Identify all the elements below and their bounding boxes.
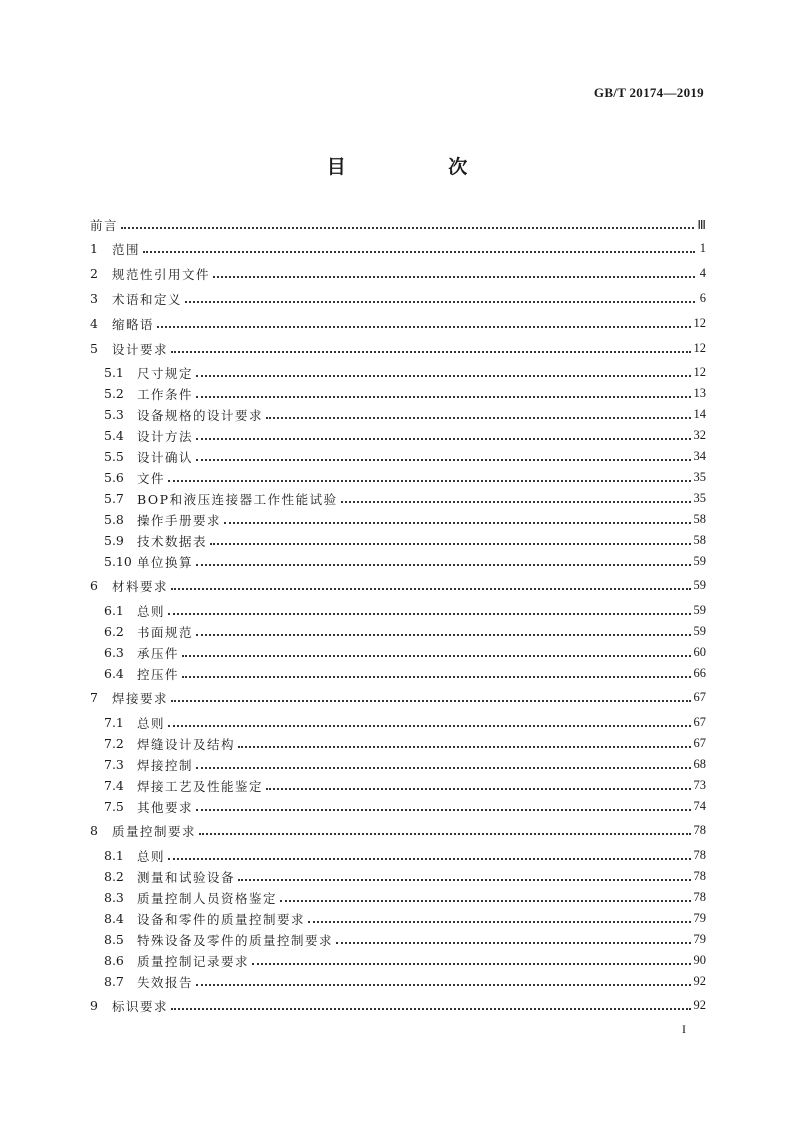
toc-entry[interactable] <box>90 288 706 309</box>
toc-entry[interactable] <box>90 687 706 708</box>
toc-entry[interactable] <box>90 338 706 359</box>
toc-entry-page: 67 <box>693 736 706 750</box>
toc-entry-number: 7.4 <box>104 778 124 793</box>
toc-entry-label <box>90 847 165 865</box>
toc-entry-page: 59 <box>693 578 706 592</box>
toc-entry-page: 79 <box>693 932 706 946</box>
footer-page-number: I <box>682 1022 686 1036</box>
toc-entry[interactable] <box>90 488 706 509</box>
dot-leader <box>196 984 690 986</box>
dot-leader <box>121 227 694 229</box>
dot-leader <box>196 375 690 377</box>
toc-entry-number: 5.7 <box>104 491 124 506</box>
toc-entry-page: 78 <box>693 869 706 883</box>
dot-leader <box>341 501 691 503</box>
toc-entry-page: 58 <box>693 512 706 526</box>
toc-entry-number: 5.10 <box>104 554 132 569</box>
dot-leader <box>143 251 695 253</box>
toc-entry-page: 59 <box>693 624 706 638</box>
toc-entry-label <box>90 577 168 595</box>
toc-entry-label <box>90 777 263 795</box>
dot-leader <box>196 564 690 566</box>
toc-entry-title: 特殊设备及零件的质量控制要求 <box>137 932 334 948</box>
toc-entry-title: 焊接要求 <box>112 690 169 706</box>
toc-entry-page: 78 <box>693 848 706 862</box>
toc-entry[interactable] <box>90 995 706 1016</box>
toc-entry-number: 5.9 <box>104 533 124 548</box>
toc-entry[interactable] <box>90 663 706 684</box>
toc-entry-title: 焊接控制 <box>137 757 194 773</box>
toc-entry-title: 设备和零件的质量控制要求 <box>137 911 306 927</box>
toc-entry[interactable] <box>90 866 706 887</box>
toc-entry-number: 8.5 <box>104 932 124 947</box>
toc-entry-title: 其他要求 <box>137 799 194 815</box>
toc-entry-title: 总则 <box>137 715 166 731</box>
toc-entry-label <box>90 623 193 641</box>
standard-code: GB/T 20174—2019 <box>593 85 704 100</box>
dot-leader <box>157 326 690 328</box>
dot-leader <box>252 963 690 965</box>
toc-entry-page: 1 <box>699 241 706 255</box>
dot-leader <box>238 879 690 881</box>
toc-entry-title: 工作条件 <box>137 386 194 402</box>
toc-entry-number: 8.1 <box>104 848 124 863</box>
toc-entry-title: 质量控制要求 <box>112 823 197 839</box>
dot-leader <box>168 725 690 727</box>
dot-leader <box>168 613 690 615</box>
toc-entry-page: 35 <box>693 491 706 505</box>
dot-leader <box>308 921 690 923</box>
toc-entry-label <box>90 910 305 928</box>
toc-entry-title: 测量和试验设备 <box>137 869 236 885</box>
toc-entry-label <box>90 469 165 487</box>
toc-entry-title: 质量控制人员资格鉴定 <box>137 890 278 906</box>
toc-entry[interactable] <box>90 551 706 572</box>
toc-entry-title: 总则 <box>137 603 166 619</box>
toc-entry-label <box>90 490 338 508</box>
toc-entry-title: 设计方法 <box>137 428 194 444</box>
dot-leader <box>182 655 690 657</box>
toc-entry-label <box>90 406 263 424</box>
toc-entry[interactable] <box>90 845 706 866</box>
dot-leader <box>224 522 690 524</box>
toc-entry-title: 设计要求 <box>112 341 169 357</box>
toc-entry-label <box>90 448 193 466</box>
toc-entry-label <box>90 714 165 732</box>
toc-entry[interactable] <box>90 621 706 642</box>
toc-entry-number: 7.5 <box>104 799 124 814</box>
toc-entry-number: 5.5 <box>104 449 124 464</box>
toc-entry-title: BOP和液压连接器工作性能试验 <box>137 491 338 507</box>
toc-entry-page: 66 <box>693 666 706 680</box>
toc-entry-title: 设计确认 <box>137 449 194 465</box>
toc-entry[interactable] <box>90 509 706 530</box>
toc-entry-title: 规范性引用文件 <box>112 266 211 282</box>
toc-entry-page: 74 <box>693 799 706 813</box>
toc-entry-number: 6 <box>90 578 98 593</box>
toc-entry-number: 8 <box>90 823 98 838</box>
toc-entry[interactable] <box>90 214 706 235</box>
toc-entry[interactable] <box>90 887 706 908</box>
toc-entry[interactable] <box>90 908 706 929</box>
dot-leader <box>210 543 690 545</box>
toc-entry-label <box>90 385 193 403</box>
toc-entry-title: 单位换算 <box>137 554 194 570</box>
toc-entry-number: 8.3 <box>104 890 124 905</box>
toc-entry-title: 控压件 <box>137 666 180 682</box>
toc-entry-page: 59 <box>693 603 706 617</box>
dot-leader <box>171 351 690 353</box>
toc-entry-label <box>90 315 154 333</box>
toc-entry-page: 12 <box>693 316 706 330</box>
toc-entry[interactable] <box>90 754 706 775</box>
toc-entry[interactable] <box>90 467 706 488</box>
toc-entry-page: 6 <box>699 291 706 305</box>
toc-entry-page: 58 <box>693 533 706 547</box>
toc-entry[interactable] <box>90 263 706 284</box>
dot-leader <box>196 438 690 440</box>
dot-leader <box>171 588 690 590</box>
toc-entry[interactable] <box>90 362 706 383</box>
toc-entry-label <box>90 265 210 283</box>
toc-entry[interactable] <box>90 712 706 733</box>
toc-entry-label <box>90 798 193 816</box>
toc-entry-page: 92 <box>693 998 706 1012</box>
toc-entry-page: 92 <box>693 974 706 988</box>
toc-entry-page: 79 <box>693 911 706 925</box>
toc-title: 目 次 <box>326 156 516 178</box>
toc-entry-title: 前言 <box>90 217 119 233</box>
toc-entry-number: 5.2 <box>104 386 124 401</box>
toc-entry-number: 5.3 <box>104 407 124 422</box>
toc-entry-page: 90 <box>693 953 706 967</box>
toc-entry-number: 2 <box>90 266 98 281</box>
toc-entry-page: 13 <box>693 386 706 400</box>
toc-entry-title: 文件 <box>137 470 166 486</box>
dot-leader <box>168 858 690 860</box>
dot-leader <box>266 417 690 419</box>
dot-leader <box>266 788 690 790</box>
toc-entry[interactable] <box>90 971 706 992</box>
toc-entry-title: 焊缝设计及结构 <box>137 736 236 752</box>
toc-entry-number: 5 <box>90 341 98 356</box>
toc-entry-title: 承压件 <box>137 645 180 661</box>
toc-entry-title: 术语和定义 <box>112 291 183 307</box>
toc-entry-number: 7.3 <box>104 757 124 772</box>
dot-leader <box>182 676 690 678</box>
toc-entry-page: 67 <box>693 715 706 729</box>
dot-leader <box>196 396 690 398</box>
toc-entry-label <box>90 868 235 886</box>
toc-entry-page: 78 <box>693 890 706 904</box>
toc-entry-number: 8.4 <box>104 911 124 926</box>
dot-leader <box>336 942 690 944</box>
toc-entry[interactable] <box>90 775 706 796</box>
toc-entry-label <box>90 931 333 949</box>
toc-entry-page: 4 <box>699 266 706 280</box>
toc-entry-label <box>90 822 196 840</box>
toc-entry-label <box>90 240 140 258</box>
toc-entry-title: 总则 <box>137 848 166 864</box>
toc-entry[interactable] <box>90 796 706 817</box>
toc-entry-page: 59 <box>693 554 706 568</box>
toc-entry[interactable] <box>90 820 706 841</box>
toc-entry-title: 设备规格的设计要求 <box>137 407 264 423</box>
toc-entry-page: 32 <box>693 428 706 442</box>
toc-entry-number: 5.4 <box>104 428 124 443</box>
toc-entry-number: 8.6 <box>104 953 124 968</box>
toc-entry-number: 7.2 <box>104 736 124 751</box>
toc-entry-number: 5.6 <box>104 470 124 485</box>
toc-entry-number: 1 <box>90 241 98 256</box>
dot-leader <box>171 1008 690 1010</box>
toc-entry-label <box>90 290 182 308</box>
toc-entry-label <box>90 756 193 774</box>
toc-entry-page: 67 <box>693 690 706 704</box>
toc-entry-label <box>90 889 277 907</box>
toc-entry-number: 8.7 <box>104 974 124 989</box>
toc-entry-title: 操作手册要求 <box>137 512 222 528</box>
toc-entry-number: 9 <box>90 998 98 1013</box>
dot-leader <box>185 301 695 303</box>
toc-entry-number: 4 <box>90 316 98 331</box>
toc-entry[interactable] <box>90 404 706 425</box>
toc-entry[interactable] <box>90 950 706 971</box>
toc-entry-label <box>90 602 165 620</box>
toc-entry[interactable] <box>90 733 706 754</box>
toc-entry-number: 3 <box>90 291 98 306</box>
dot-leader <box>199 833 690 835</box>
toc-entry-page: 73 <box>693 778 706 792</box>
dot-leader <box>171 700 690 702</box>
dot-leader <box>280 900 690 902</box>
dot-leader <box>213 276 695 278</box>
toc-entry-title: 尺寸规定 <box>137 365 194 381</box>
toc-entry-title: 焊接工艺及性能鉴定 <box>137 778 264 794</box>
toc-entry[interactable] <box>90 929 706 950</box>
dot-leader <box>196 767 690 769</box>
toc-entry-label <box>90 340 168 358</box>
toc-entry[interactable] <box>90 446 706 467</box>
toc-entry-number: 8.2 <box>104 869 124 884</box>
toc-entry-page: 14 <box>693 407 706 421</box>
toc-entry-label <box>90 532 207 550</box>
toc-entry-title: 技术数据表 <box>137 533 208 549</box>
toc-entry-number: 6.1 <box>104 603 124 618</box>
toc-entry-title: 范围 <box>112 241 141 257</box>
toc-entry-label <box>90 973 193 991</box>
toc-entry[interactable] <box>90 238 706 259</box>
toc-entry-number: 7.1 <box>104 715 124 730</box>
toc-entry-label <box>90 216 118 234</box>
toc-entry-label <box>90 665 179 683</box>
toc-entry[interactable] <box>90 575 706 596</box>
toc-entry-title: 失效报告 <box>137 974 194 990</box>
dot-leader <box>196 634 690 636</box>
toc-entry-page: 35 <box>693 470 706 484</box>
toc-entry[interactable] <box>90 383 706 404</box>
toc-entry-number: 6.4 <box>104 666 124 681</box>
toc-entry-page: 68 <box>693 757 706 771</box>
toc-entry[interactable] <box>90 600 706 621</box>
dot-leader <box>196 809 690 811</box>
toc-entry-label <box>90 735 235 753</box>
toc-entry-label <box>90 511 221 529</box>
toc-entry-page: 34 <box>693 449 706 463</box>
toc-entry-title: 材料要求 <box>112 578 169 594</box>
toc-entry-page: 78 <box>693 823 706 837</box>
toc-entry-title: 缩略语 <box>112 316 155 332</box>
dot-leader <box>196 459 690 461</box>
toc-entry-label <box>90 952 249 970</box>
toc-entry-number: 6.2 <box>104 624 124 639</box>
dot-leader <box>238 746 690 748</box>
toc-entry[interactable] <box>90 530 706 551</box>
toc-entry[interactable] <box>90 313 706 334</box>
toc-entry[interactable] <box>90 425 706 446</box>
dot-leader <box>168 480 690 482</box>
toc-entry-page: Ⅲ <box>697 217 706 232</box>
toc-entry-page: 12 <box>693 365 706 379</box>
toc-entry[interactable] <box>90 642 706 663</box>
toc-entry-label <box>90 553 193 571</box>
toc-entry-title: 标识要求 <box>112 998 169 1014</box>
toc-entry-number: 7 <box>90 690 98 705</box>
toc-entry-number: 5.8 <box>104 512 124 527</box>
toc-entry-title: 书面规范 <box>137 624 194 640</box>
toc-entry-number: 5.1 <box>104 365 124 380</box>
toc-entry-label <box>90 644 179 662</box>
toc-entry-page: 12 <box>693 341 706 355</box>
toc-entry-page: 60 <box>693 645 706 659</box>
toc-entry-label <box>90 997 168 1015</box>
toc-entry-label <box>90 364 193 382</box>
toc-entry-label <box>90 689 168 707</box>
toc-entry-label <box>90 427 193 445</box>
toc-entry-title: 质量控制记录要求 <box>137 953 250 969</box>
toc-entry-number: 6.3 <box>104 645 124 660</box>
